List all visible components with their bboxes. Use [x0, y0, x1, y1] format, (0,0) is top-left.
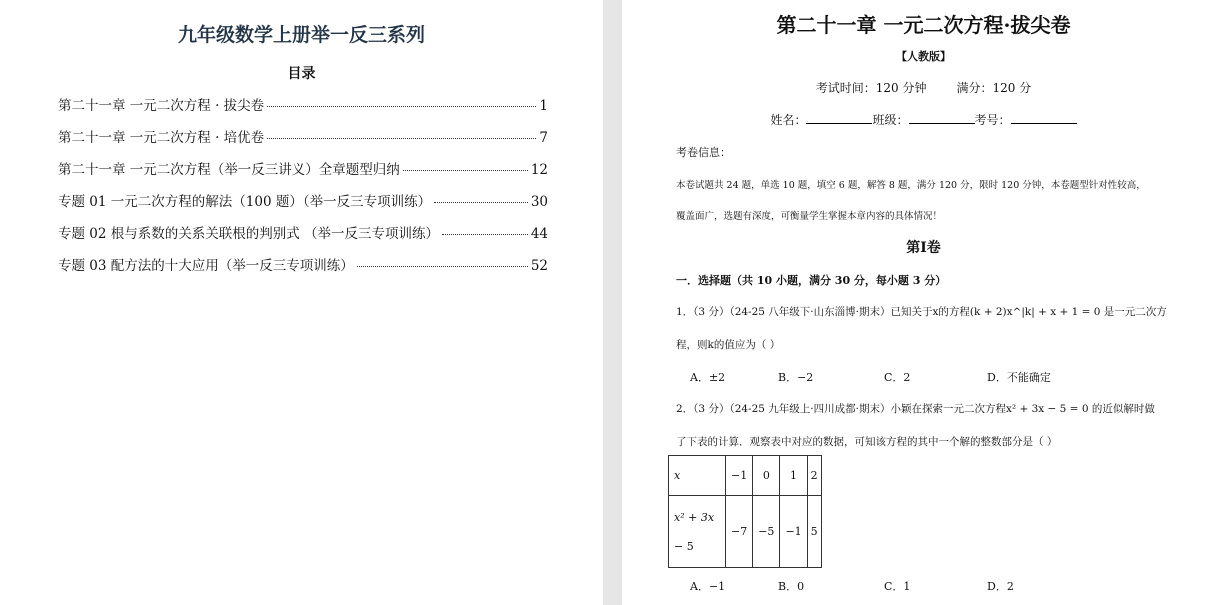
toc-entry[interactable] — [58, 190, 548, 210]
question-1-cont: 程，则k的值应为（ ） — [676, 339, 781, 351]
class-label: 班级： — [872, 113, 909, 127]
info-text: 覆盖面广，选题有深度，可衡量学生掌握本章内容的具体情况！ — [676, 211, 943, 222]
table-cell: −7 — [726, 496, 753, 568]
option-c: C．2 — [884, 371, 911, 384]
page-title: 九年级数学上册举一反三系列 — [177, 24, 425, 46]
toc-page: 12 — [530, 162, 548, 178]
table-row — [669, 456, 822, 496]
option-d: D．2 — [987, 580, 1014, 593]
question-2: 2．（3 分）（24-25 九年级上·四川成都·期末）小颖在探索一元二次方程x² + 3x − 5 = 0 的近似解时做 — [676, 403, 1155, 415]
table-cell: −5 — [753, 496, 780, 568]
info-heading: 考卷信息： — [676, 146, 731, 159]
toc-page: 30 — [530, 194, 548, 210]
exam-title: 第二十一章 一元二次方程·拔尖卷 — [776, 13, 1071, 37]
document-page-1 — [0, 0, 603, 605]
exam-meta — [622, 79, 1225, 96]
toc-entry[interactable] — [58, 158, 548, 178]
section-heading: 一．选择题（共 10 小题，满分 30 分，每小题 3 分） — [676, 274, 947, 287]
option-b: B．−2 — [778, 371, 814, 384]
option-d: D．不能确定 — [987, 371, 1051, 384]
table-cell: 1 — [780, 456, 807, 496]
toc-entry[interactable] — [58, 126, 548, 146]
toc-page: 52 — [530, 258, 548, 274]
toc-entry[interactable] — [58, 254, 548, 274]
expression-part: − 5 — [674, 539, 694, 553]
toc-label: 专题 01 一元二次方程的解法（100 题）（举一反三专项训练） — [58, 194, 432, 210]
student-info — [622, 111, 1225, 128]
volume-heading: 第Ⅰ卷 — [906, 240, 941, 256]
option-a: A．−1 — [690, 580, 726, 593]
table-cell: −1 — [780, 496, 807, 568]
class-blank — [909, 112, 975, 124]
table-cell — [669, 496, 726, 568]
expression-part: x² + 3x — [674, 510, 715, 524]
name-label: 姓名： — [770, 113, 807, 127]
toc-label: 第二十一章 一元二次方程 · 拔尖卷 — [58, 98, 265, 114]
table-cell: x — [669, 456, 726, 496]
toc-page: 7 — [539, 130, 548, 146]
toc-page: 1 — [539, 98, 548, 114]
question-2-cont: 了下表的计算．观察表中对应的数据，可知该方程的其中一个解的整数部分是（ ） — [676, 436, 1058, 448]
values-table — [668, 455, 822, 568]
table-row — [669, 496, 822, 568]
id-label: 考号： — [974, 113, 1011, 127]
exam-time: 考试时间：120 分钟 — [815, 81, 927, 95]
table-cell: 0 — [753, 456, 780, 496]
info-text: 本卷试题共 24 题，单选 10 题，填空 6 题，解答 8 题，满分 120 分，限时 120 分钟，本卷题型针对性较高， — [676, 180, 1146, 191]
toc-label: 专题 03 配方法的十大应用（举一反三专项训练） — [58, 258, 354, 274]
table-cell: 5 — [807, 496, 821, 568]
option-b: B．0 — [778, 580, 805, 593]
toc-heading: 目录 — [287, 66, 316, 82]
toc-page: 44 — [530, 226, 548, 242]
edition: 【人教版】 — [896, 50, 951, 63]
toc-entry[interactable] — [58, 222, 548, 242]
option-a: A．±2 — [690, 371, 726, 384]
table-cell: −1 — [726, 456, 753, 496]
toc-label: 第二十一章 一元二次方程（举一反三讲义）全章题型归纳 — [58, 162, 400, 178]
option-c: C．1 — [884, 580, 911, 593]
name-blank — [806, 112, 872, 124]
toc-entry[interactable] — [58, 94, 548, 114]
toc-label: 第二十一章 一元二次方程 · 培优卷 — [58, 130, 265, 146]
table-cell: 2 — [807, 456, 821, 496]
question-1: 1．（3 分）（24-25 八年级下·山东淄博·期末）已知关于x的方程(k + 2)x^|k| + x + 1 = 0 是一元二次方 — [676, 306, 1167, 318]
id-blank — [1011, 112, 1077, 124]
toc-label: 专题 02 根与系数的关系关联根的判别式 （举一反三专项训练） — [58, 226, 440, 242]
full-score: 满分：120 分 — [956, 81, 1032, 95]
